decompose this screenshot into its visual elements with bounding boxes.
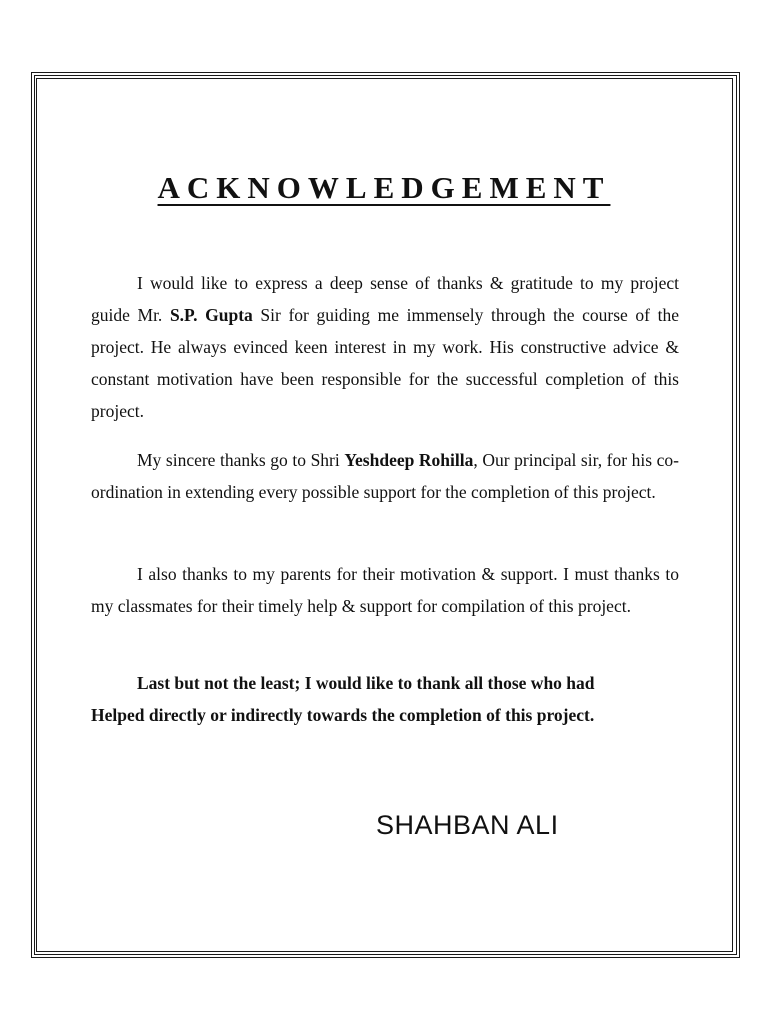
- closing-line-1: Last but not the least; I would like to thank all those who had: [137, 673, 595, 693]
- paragraph-principal-thanks: [91, 444, 679, 508]
- paragraph-text: Sir for guiding me immensely through the course of the project. He always evinced keen interest in my work. His constructive advice & constant motivation have been responsible for the successful completion of this project.: [91, 305, 679, 421]
- paragraph-text: I also thanks to my parents for their motivation & support. I must thanks to my classmates for their timely help & support for compilation of this project.: [91, 564, 679, 616]
- principal-name: Yeshdeep Rohilla: [344, 450, 474, 470]
- page-title: [0, 170, 768, 206]
- paragraph-parents-thanks: [91, 558, 679, 622]
- signature-name: SHAHBAN ALI: [376, 810, 559, 840]
- paragraph-text: I would like to express a deep sense of thanks & gratitude to my project guide Mr.: [91, 273, 679, 325]
- closing-line-2: Helped directly or indirectly towards the completion of this project.: [91, 705, 595, 725]
- paragraph-closing-thanks: [91, 667, 679, 731]
- paragraph-text: , Our principal sir, for his co-ordination in extending every possible support for the completion of this project.: [91, 450, 679, 502]
- paragraph-text: My sincere thanks go to Shri: [137, 450, 345, 470]
- guide-name: S.P. Gupta: [169, 305, 253, 325]
- title-text: ACKNOWLEDGEMENT: [157, 170, 611, 205]
- paragraph-guide-thanks: [91, 267, 679, 427]
